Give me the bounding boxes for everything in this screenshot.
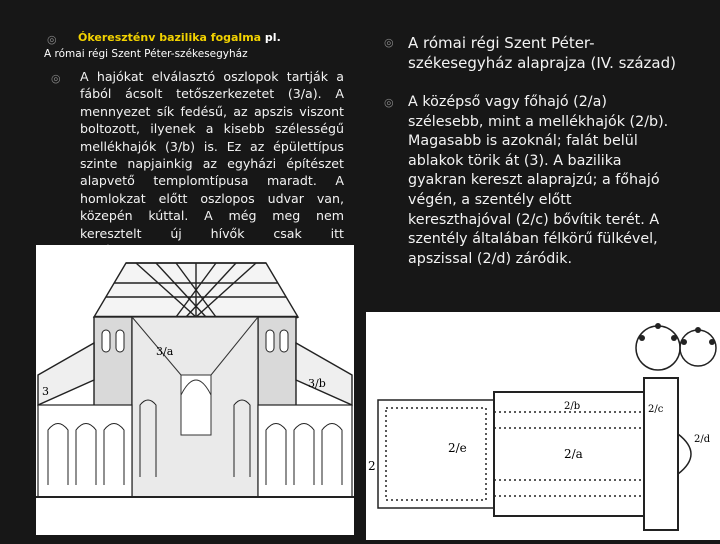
label-2a: 2/a	[564, 447, 583, 461]
right-paragraph-2: A középső vagy főhajó (2/a) szélesebb, mint a mellékhajók (2/b). Magasabb is azoknál; falát belül ablakok törik át (3). A bazilika gyakran kereszt alaprajzú; a főhajó végén, a szentély előtt kereszthajóval (2/c) bővítik terét. A szentély általában félkörű fülkével, apszissal (2/d) záródik.	[408, 94, 669, 267]
label-3a: 3/a	[156, 345, 174, 358]
left-heading	[78, 31, 281, 44]
label-2c: 2/c	[648, 404, 664, 415]
basilica-plan-drawing	[366, 312, 720, 540]
label-2b: 2/b	[564, 401, 581, 412]
bullet-icon: ◎	[384, 36, 394, 49]
left-heading-rest: pl.	[261, 31, 281, 44]
label-3: 3	[42, 385, 49, 398]
label-3b: 3/b	[308, 377, 326, 390]
basilica-plan-figure	[366, 312, 720, 540]
left-subtitle: A római régi Szent Péter-székesegyház	[44, 48, 248, 60]
right-paragraph-1	[408, 33, 676, 73]
right-paragraph-1-rest: (IV. század)	[585, 54, 676, 72]
label-2d: 2/d	[694, 434, 711, 445]
left-heading-highlight: Ókereszténv bazilika fogalma	[78, 31, 262, 44]
right-paragraph-1-title: A római régi Szent Péter-székesegyház alaprajza	[408, 34, 595, 72]
label-2: 2	[368, 459, 376, 473]
bullet-icon: ◎	[51, 72, 61, 85]
bullet-icon: ◎	[47, 33, 57, 46]
basilica-section-drawing	[36, 245, 354, 535]
label-2e: 2/e	[448, 441, 467, 455]
bullet-icon: ◎	[384, 96, 394, 109]
left-paragraph: A hajókat elválasztó oszlopok tartják a fából ácsolt tetőszerkezetet (3/a). A mennyezet sík fedésű, az apszis viszont boltozott, ilyenek a kisebb szélességű mellékhajók (3/b) is. Ez az épülettípus szinte napjainkig az egyházi építészet alapvető templomtípusa maradt. A homlokzat előtt oszlopos udvar van, közepén kúttal. A még meg nem keresztelt új hívők csak itt	[80, 69, 344, 241]
basilica-section-figure	[36, 245, 354, 535]
